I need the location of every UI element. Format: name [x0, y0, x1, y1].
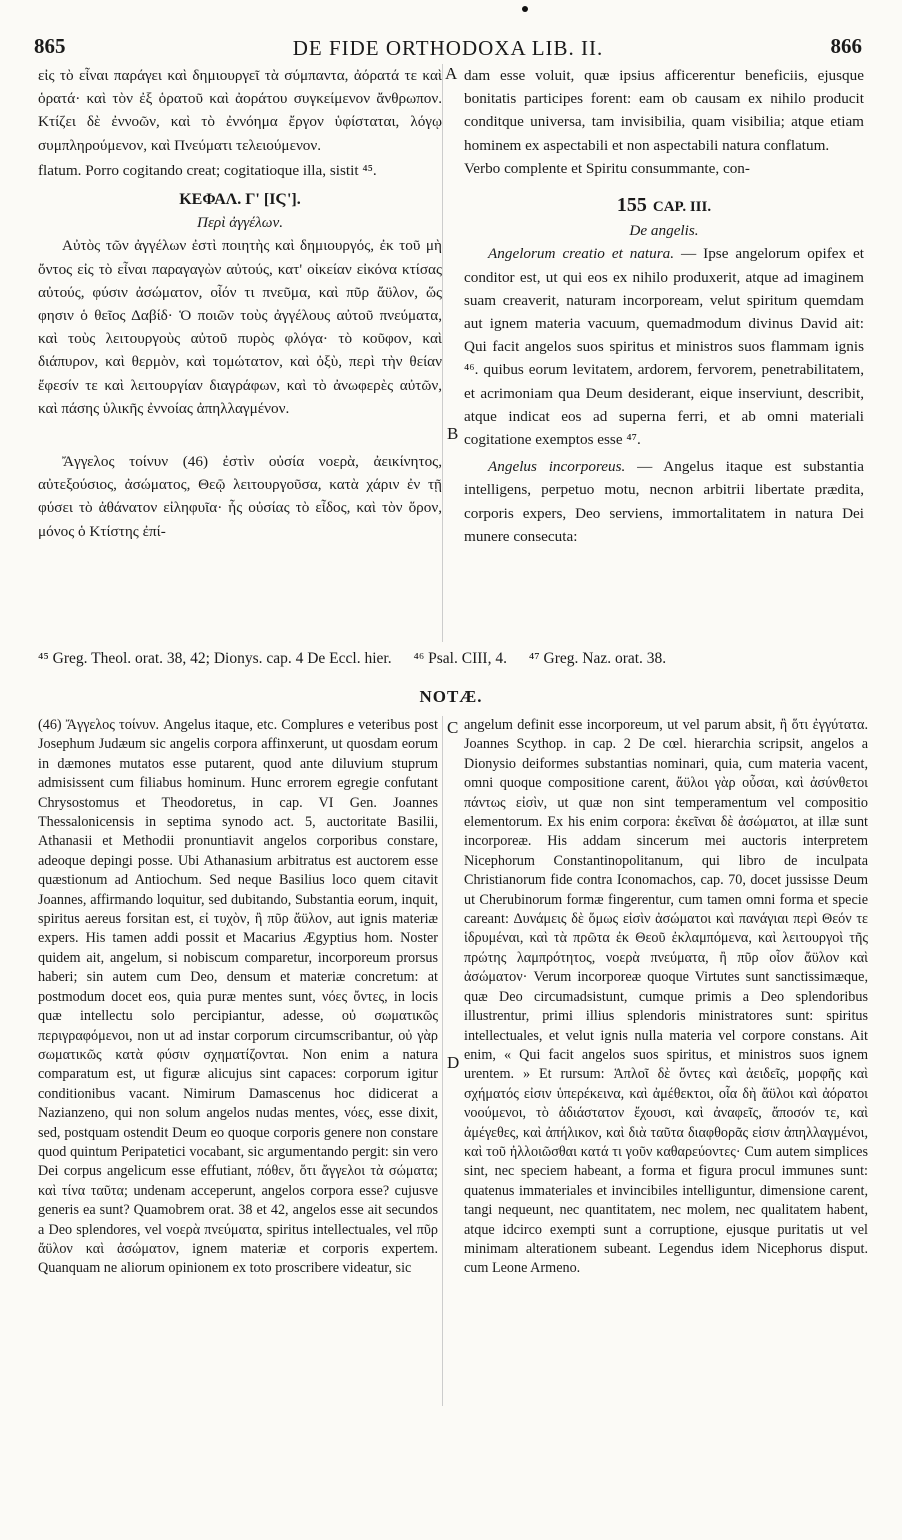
column-rule-notes	[442, 716, 443, 1406]
latin-continuation-right: dam esse voluit, quæ ipsius afficerentur beneficiis, ejusque bonitatis participes forent: eam ob causam ex nihilo producit conditque universa, tam invisibilia, quam visibilia; atque etiam hominem ex aspectabili et non aspectabili natura conflatum.	[464, 67, 864, 154]
latin-paragraph-2: Angelus incorporeus. — Angelus itaque est substantia intelligens, perpetuo motu, necnon arbitrii libertate prædita, corporis expers, Deo serviens, immortalitatem in natura Dei munere consecuta:	[464, 458, 864, 545]
page-number-right: 866	[830, 34, 862, 58]
greek-chapter-heading: ΚΕΦΑΛ. Γ' [ΙϚ']. Περὶ ἀγγέλων.	[179, 191, 301, 232]
notes-right-column: angelum definit esse incorporeum, ut vel parum absit, ἢ ὅτι ἐγγύτατα. Joannes Scythop. in cap. 2 De cœl. hierarchia scripsit, angelos a Dionysio deiformes substantias nominari, quia, cum materia vacent, omni quoque compositione carent, ἄϋλοι γὰρ οὖσαι, καὶ ἀσύνθετοι πάντως εἰσὶν, ut quæ non sint temperamentum vel compositio elementorum. Ex his enim corpora: ἐκεῖναι δὲ ἀσώματοι, at illæ sunt incorporeæ. His addam sincerum mei auctoris interpretem Nicephorum Constantinopolitanum, qui libro de inculpata Christianorum fide contra Iconomachos, cap. 70, docet jussisse Deum ut Cherubinorum formæ fingerentur, cum tamen omni forma et specie careant: Δυνάμεις δὲ ὅμως εἰσὶν ἀσώματοι καὶ πανάγιαι περὶ Θεόν τε ἱδρυμέναι, καὶ τὰ πρῶτα ἐκ Θεοῦ ἐκλαμπόμενα, καὶ λειτουργοὶ τῆς πρώτης λαμπρότητος, νοερὰ πνεύματα, ἢ πῦρ οἷον ἄϋλον καὶ ἀσώματον· Verum incorporeæ quoque Virtutes sunt sanctissimæque, quæ Deo circumadsistunt, cumque primis a Deo splendoribus illustrentur, primi illius splendoris ministratores sunt: spiritus intellectuales, et velut ignis nulla materia vel corpore constans. Ait enim, « Qui facit angelos suos spiritus, et ministros suos ignem urentem. » Et rursum: Ἁπλοῖ δὲ ὄντες καὶ ἀειδεῖς, μορφῆς καὶ σχήματός εἰσιν ὑπερέκεινα, καὶ ἀμέθεκτοι, οἷα δὴ ἄϋλοι καὶ ἀόρατοι νοούμενοι, τὸ ἀδιάστατον ἔχουσι, καὶ ἀναφεῖς, ἄποσόν τε, καὶ ἀμέγεθες, καὶ ἀπήλικον, καὶ διὰ ταῦτα διαφθορᾶς εἰσιν ἀπηλλαγμένοι, καὶ τοῦ ἠλλοιῶσθαι κατά τι γοῦν καθαρεύοντες· Cum autem simplices sint, nec speciem habeant, a forma et figura procul immunes sunt: quatenus immateriales et invincibiles intelliguntur, dimensione carent, tangi nequeunt, nec quantitatem, nec molem, nec qualitatem habent, atque idcirco exempti sunt a corruptione, ejusque puritatis ut vel minimam alterationem subeant. Legendus idem Nicephorus disput. cum Leone Armeno.	[464, 717, 868, 1277]
margin-letter-a: A	[445, 64, 458, 83]
latin-chapter-heading: 155 CAP. III. De angelis.	[616, 194, 712, 240]
running-title: DE FIDE ORTHODOXA LIB. II.	[292, 36, 604, 60]
greek-paragraph-1: Αὐτὸς τῶν ἀγγέλων ἐστὶ ποιητὴς καὶ δημιουργός, ἐκ τοῦ μὴ ὄντος εἰς τὸ εἶναι παραγαγὼν αὐτούς, κατ' οἰκείαν εἰκόνα κτίσας αὐτούς, φύσιν ἀσώματον, οἷόν τι πνεῦμα, καὶ πῦρ ἄϋλον, ὥς φησιν ὁ θεῖος Δαβίδ· Ὁ ποιῶν τοὺς ἀγγέλους αὐτοῦ πνεύματα, καὶ τοὺς λειτουργοὺς αὐτοῦ πυρὸς φλόγα· τὸ κοῦφον, καὶ διάπυρον, καὶ θερμὸν, καὶ τομώτατον, καὶ ὀξὺ, περὶ τὴν θείαν ἔφεσίν τε καὶ λειτουργίαν διαγράφων, καὶ τὸ ἀνωφερὲς αὐτῶν, καὶ πάσης ὑλικῆς ἐννοίας ἀπηλλαγμένον.	[38, 237, 442, 417]
footnote-46: ⁴⁶ Psal. CIII, 4.	[413, 650, 507, 667]
notes-heading: NOTÆ.	[419, 687, 483, 706]
latin-continuation: flatum. Porro cogitando creat; cogitatioque illa, sistit ⁴⁵.	[38, 161, 377, 179]
page-header	[34, 34, 862, 64]
footnote-45: ⁴⁵ Greg. Theol. orat. 38, 42; Dionys. cap. 4 De Eccl. hier.	[38, 650, 392, 667]
footnotes	[38, 650, 864, 668]
page-number-left: 865	[34, 34, 66, 58]
greek-paragraph-2: Ἄγγελος τοίνυν (46) ἐστὶν οὐσία νοερὰ, ἀεικίνητος, αὐτεξούσιος, ἀσώματος, Θεῷ λειτουργοῦσα, κατὰ χάριν ἐν τῇ φύσει τὸ ἀθάνατον εἰληφυῖα· ἧς οὐσίας τὸ εἶδος, καὶ τὸν ὅρον, μόνος ὁ Κτίστης ἐπί-	[38, 453, 442, 540]
latin-column	[464, 64, 864, 548]
latin-paragraph-1: Angelorum creatio et natura. — Ipse angelorum opifex et conditor est, ut qui eos ex nihilo produxerit, atque ad imaginem suam creaverit, naturam incorpoream, velut spiritum quemdam aut ignem materia vacuum, quemadmodum divinus David ait: Qui facit angelos suos spiritus et ministros suos flammam ignis ⁴⁶. quibus eorum levitatem, ardorem, fervorem, penetrabilitatem, et acrimoniam qua Deum desiderant, eique inserviunt, describit, atque indicat eos ad superna ferri, et ab omni materiali cogitatione exemptos esse ⁴⁷.	[464, 245, 864, 449]
latin-continuation-right-2: Verbo complente et Spiritu consummante, con-	[464, 159, 750, 177]
margin-letter-b: B	[447, 424, 459, 443]
notes-left-column: (46) Ἄγγελος τοίνυν. Angelus itaque, etc. Complures e veteribus post Josephum Judæum sic angelis corpora affinxerunt, ut quosdam eorum in dæmones mutatos esse putarent, quod ante diluvium stuprum admisissent cum filiabus hominum. Hunc errorem egregie confutant Chrysostomus et Theodoretus, in cap. VI Gen. Joannes Thessalonicensis in septima synodo act. 5, auctoritate Basilii, Athanasii et Methodii pronuntiavit angelos corporibus constare, adeoque depingi posse. Ubi Athanasium arbitratus est auctorem esse quæstionum ad Antiochum. Sed neque Basilius loco quem citavit Joannes, affirmando loquitur, sed dubitando, Substantia eorum, inquit, spiritus aereus forsitan est, εἰ τυχὸν, ἢ πῦρ ἄϋλον, aut ignis materiæ expers. His tamen addi possit et Macarius Ægyptius hom. Noster quidem ait, angelum, si nobiscum comparetur, incorporeum prorsus haberi; sin autem cum Deo, densum et materiæ concretum: at postmodum docet eos, quia puræ mentes sunt, νόες ὄντες, in locis quæ intellectu solo percipiantur, adesse, οὐ σωματικῶς περιγραφόμενοι, non ut ad instar corporum circumscribantur, οὐ γὰρ σωματικῶς κατὰ φύσιν σχηματίζονται. Non enim a natura comparatum est, ut figuræ alicujus sint capaces: corporum igitur conditionibus vacant. Nimirum Damascenus hoc didicerat a Nazianzeno, qui non solum angelos nudas mentes, νόες, esse dixit, sed, postquam ostendit Deum eo quoque corporis genere non constare quod quintum Peripatetici vocabant, sic argumentando pergit: sin vero Dei corpus angelicum esse effutiant, πόθεν, ὅτι ἄγγελοι τὰ σώματα; καὶ τίνα ταῦτα; undenam acceperunt, angelos corpora esse? cujusve generis ea sunt? Quamobrem orat. 38 et 42, angelos esse ait secundos a Deo splendores, vel νοερὰ πνεύματα, spiritus intellectuales, vel πῦρ ἄϋλον καὶ ἀσώματον, ignem materiæ et corporis expertem. Quanquam ne aliorum opinionem ex toto proscribere videatur, sic	[38, 717, 438, 1277]
ink-dot	[522, 6, 528, 12]
greek-continuation: εἰς τὸ εἶναι παράγει καὶ δημιουργεῖ τὰ σύμπαντα, ἀόρατά τε καὶ ὁρατά· καὶ τὸν ἐξ ὁρατοῦ καὶ ἀοράτου συγκείμενον ἄνθρωπον. Κτίζει δὲ ἐννοῶν, καὶ τὸ ἐννόημα ἔργον ὑφίσταται, λόγῳ συμπληρούμενον, καὶ Πνεύματι τελειούμενον.	[38, 67, 442, 154]
margin-letter-d: D	[447, 1053, 460, 1072]
greek-column	[38, 64, 442, 543]
column-rule-top	[442, 64, 443, 642]
footnote-47: ⁴⁷ Greg. Naz. orat. 38.	[528, 650, 667, 667]
chapter-number: 155	[616, 194, 647, 217]
margin-letter-c: C	[447, 718, 459, 737]
